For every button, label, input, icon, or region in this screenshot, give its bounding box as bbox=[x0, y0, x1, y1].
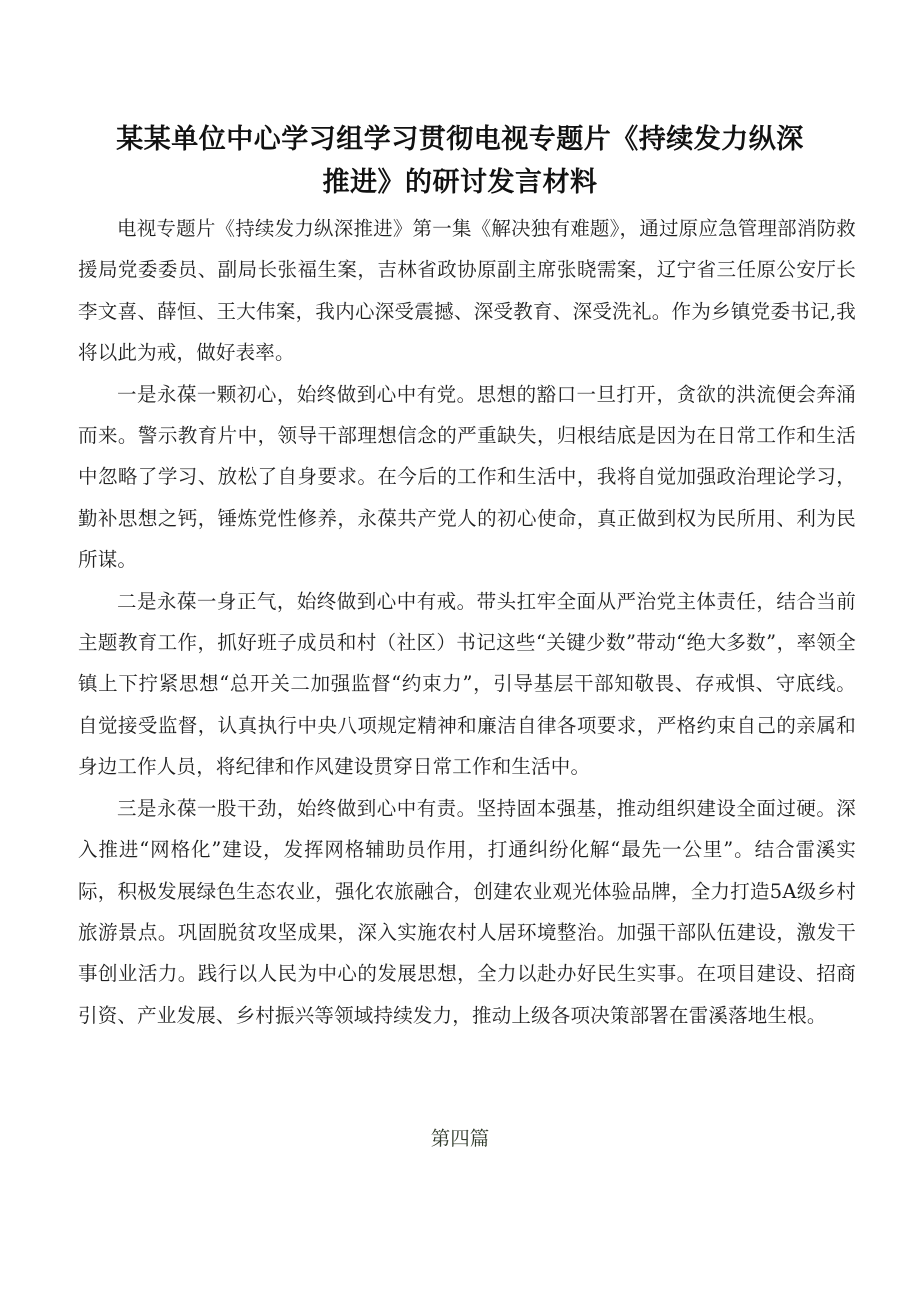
document-body bbox=[78, 208, 856, 1036]
section-heading: 第四篇 bbox=[430, 1127, 490, 1150]
paragraph-point-3: 三是永葆一股干劲，始终做到心中有责。坚持固本强基，推动组织建设全面过硬。深入推进“网格化”建设，发挥网格辅助员作用，打通纠纷化解“最先一公里”。结合雷溪实际，积极发展绿色生态农业，强化农旅融合，创建农业观光体验品牌，全力打造5A级乡村旅游景点。巩固脱贫攻坚成果，深入实施农村人居环境整治。加强干部队伍建设，激发干事创业活力。践行以人民为中心的发展思想，全力以赴办好民生实事。在项目建设、招商引资、产业发展、乡村振兴等领域持续发力，推动上级各项决策部署在雷溪落地生根。 bbox=[78, 796, 856, 1027]
paragraph-point-2: 二是永葆一身正气，始终做到心中有戒。带头扛牢全面从严治党主体责任，结合当前主题教育工作，抓好班子成员和村（社区）书记这些“关键少数”带动“绝大多数”，率领全镇上下拧紧思想“总开关二加强监督“约束力”，引导基层干部知敬畏、存戒惧、守底线。自觉接受监督，认真执行中央八项规定精神和廉洁自律各项要求，严格约束自己的亲属和身边工作人员，将纪律和作风建设贯穿日常工作和生活中。 bbox=[78, 589, 856, 779]
title-line-1: 某某单位中心学习组学习贯彻电视专题片《持续发力纵深 bbox=[116, 124, 804, 155]
paragraph-intro: 电视专题片《持续发力纵深推进》第一集《解决独有难题》，通过原应急管理部消防救援局党委委员、副局长张福生案，吉林省政协原副主席张晓需案，辽宁省三任原公安厅长李文喜、薛恒、王大伟案，我内心深受震撼、深受教育、深受洗礼。作为乡镇党委书记,我将以此为戒，做好表率。 bbox=[78, 217, 856, 365]
title-line-2: 推进》的研讨发言材料 bbox=[322, 167, 598, 198]
paragraph-point-1: 一是永葆一颗初心，始终做到心中有党。思想的豁口一旦打开，贪欲的洪流便会奔涌而来。警示教育片中，领导干部理想信念的严重缺失，归根结底是因为在日常工作和生活中忽略了学习、放松了自身要求。在今后的工作和生活中，我将自觉加强政治理论学习，勤补思想之钙，锤炼党性修养，永葆共产党人的初心使命，真正做到权为民所用、利为民所谋。 bbox=[78, 382, 856, 572]
document-title bbox=[0, 118, 920, 204]
